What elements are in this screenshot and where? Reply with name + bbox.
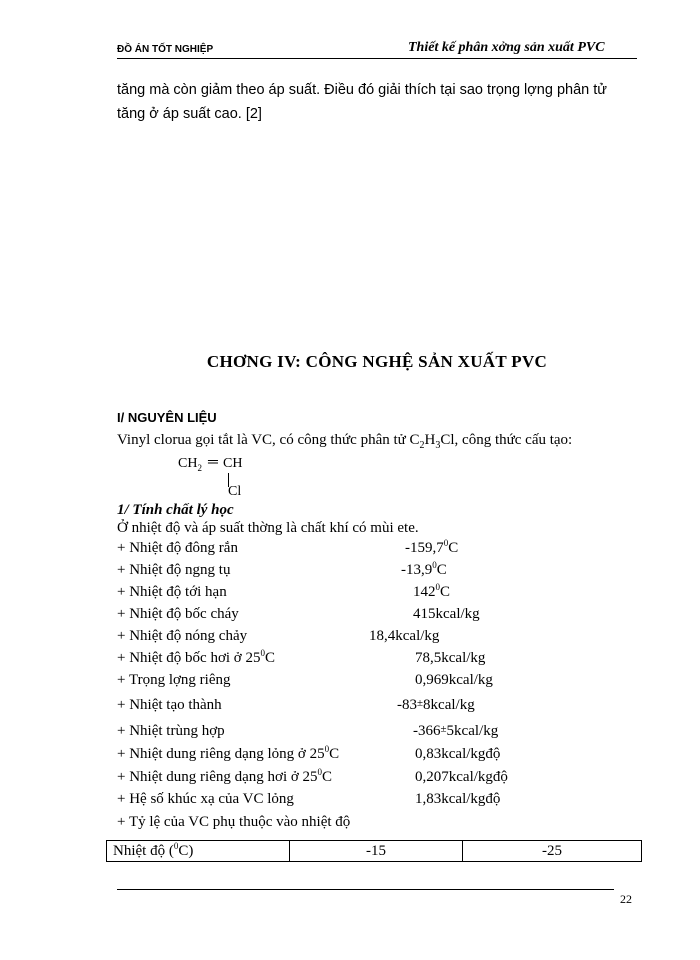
header-left: ĐỒ ÁN TỐT NGHIỆP	[117, 44, 214, 55]
property-label-post: C	[329, 746, 340, 762]
property-value: -366±5kcal/kg	[413, 723, 499, 739]
property-label: + Nhiệt độ tới hạn	[117, 584, 227, 600]
table-row	[107, 841, 642, 862]
table-cell-value: -15	[290, 841, 463, 862]
subsection-heading: 1/ Tính chất lý học	[117, 502, 234, 518]
table-cell-header: Nhiệt độ ($^0$C)	[107, 841, 290, 862]
property-value: 0,83kcal/kgđộ	[415, 746, 501, 762]
property-label-sup: 0	[317, 767, 323, 777]
page-number: 22	[620, 892, 632, 906]
property-row	[117, 582, 451, 601]
property-value: -13,9$^0$C	[401, 560, 447, 578]
property-row	[117, 672, 493, 689]
property-label: + Hệ số khúc xạ của VC lỏng	[117, 791, 294, 807]
property-value: 78,5kcal/kg	[415, 650, 486, 666]
header-right: Thiết kế phân xởng sản xuất PVC	[408, 40, 605, 55]
property-label: + Nhiệt độ bốc hơi ở 25	[117, 650, 261, 666]
desc-pre: Vinyl clorua gọi tắt là VC, có công thức phân tử C	[117, 432, 420, 448]
property-label: + Nhiệt độ bốc cháy	[117, 606, 239, 622]
header-divider	[117, 58, 637, 59]
property-row	[117, 648, 486, 667]
section-heading: I/ NGUYÊN LIỆU	[117, 410, 217, 425]
formula-double-bond: ═	[208, 455, 218, 470]
property-label-post: C	[322, 769, 333, 785]
property-value: 1,83kcal/kgđộ	[415, 791, 501, 807]
property-label: + Nhiệt độ nóng chảy	[117, 628, 248, 644]
property-row	[117, 628, 440, 645]
desc-mid: H	[424, 432, 436, 448]
property-label: + Tỷ lệ của VC phụ thuộc vào nhiệt độ	[117, 814, 351, 830]
property-row	[117, 744, 501, 763]
footer-divider	[117, 889, 614, 890]
property-value: 0,207kcal/kgđộ	[415, 769, 508, 785]
desc-sub-1: 2	[419, 440, 425, 451]
property-row	[117, 606, 480, 623]
property-label: + Nhiệt dung riêng dạng lỏng ở 25	[117, 746, 325, 762]
property-value: 0,969kcal/kg	[415, 672, 493, 688]
property-label: + Nhiệt độ ngng tụ	[117, 562, 231, 578]
property-row	[117, 814, 350, 831]
structural-formula	[178, 456, 268, 502]
property-row	[117, 560, 447, 579]
property-value: $142^0C$	[413, 582, 451, 600]
formula-ch2: $CH_2$	[178, 456, 202, 473]
property-row	[117, 723, 499, 740]
subsection-intro: Ở nhiệt độ và áp suất thờng là chất khí có mùi ete.	[117, 520, 419, 536]
property-row	[117, 538, 459, 557]
property-row	[117, 767, 508, 786]
property-label: + Nhiệt trùng hợp	[117, 723, 225, 739]
temperature-table	[106, 840, 642, 862]
property-label: + Trọng lợng riêng	[117, 672, 231, 688]
property-value: 415kcal/kg	[413, 606, 480, 622]
property-row	[117, 791, 501, 808]
property-label: + Nhiệt dung riêng dạng hơi ở 25	[117, 769, 318, 785]
property-label-sup: 0	[324, 744, 330, 754]
property-label: + Nhiệt độ đông rắn	[117, 540, 238, 556]
formula-cl: Cl	[228, 484, 242, 499]
desc-post: Cl, công thức cấu tạo:	[440, 432, 573, 448]
property-label-post: C	[264, 650, 275, 666]
table-cell-value: -25	[463, 841, 642, 862]
property-value: -83±8kcal/kg	[397, 697, 475, 713]
desc-sub-2: 3	[435, 440, 441, 451]
section-description	[117, 432, 572, 451]
chapter-title: CHƠNG IV: CÔNG NGHỆ SẢN XUẤT PVC	[206, 352, 548, 371]
property-row	[117, 697, 475, 714]
intro-line-2: tăng ở áp suất cao. [2]	[117, 106, 262, 122]
property-value: 18,4kcal/kg	[369, 628, 440, 644]
property-value: -159,7$^0$C	[405, 538, 459, 556]
property-label: + Nhiệt tạo thành	[117, 697, 222, 713]
intro-paragraph	[117, 78, 637, 126]
property-label-sup: 0	[260, 648, 265, 658]
intro-line-1: tăng mà còn giảm theo áp suất. Điều đó giải thích tại sao trọng lợng phân tử	[117, 82, 607, 98]
formula-ch: CH	[223, 456, 243, 471]
